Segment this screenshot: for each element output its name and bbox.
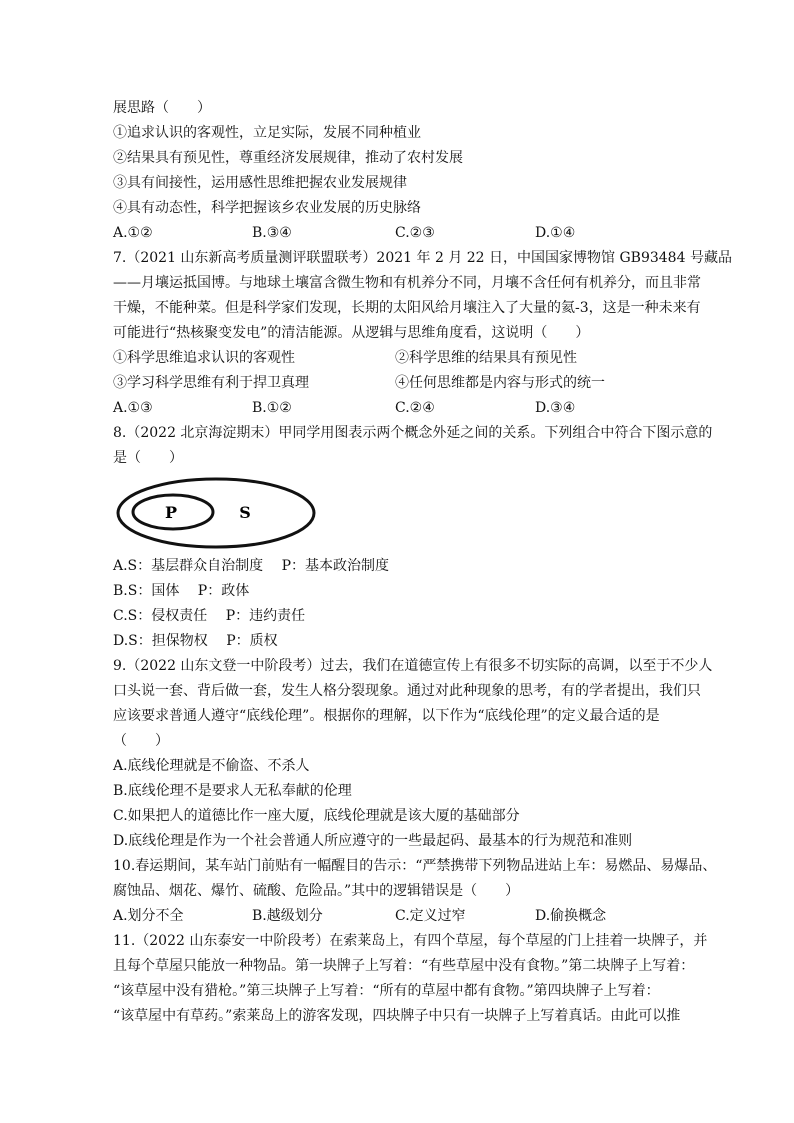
q6-choice-c: C.②③: [395, 225, 435, 241]
q7-option-4: ④任何思维都是内容与形式的统一: [395, 375, 605, 391]
q6-option-3: ③具有间接性，运用感性思维把握农业发展规律: [113, 175, 407, 191]
q8-line-2: 是（ ）: [113, 450, 183, 466]
q7-line-1: 7.（2021 山东新高考质量测评联盟联考）2021 年 2 月 22 日，中国国家博物馆 GB93484 号藏品: [113, 250, 732, 266]
q11-line-4: “该草屋中有草药。”索莱岛上的游客发现，四块牌子中只有一块牌子上写着真话。由此可以推: [113, 1008, 681, 1024]
q10-choice-b: B.越级划分: [252, 908, 323, 924]
q7-option-2: ②科学思维的结果具有预见性: [395, 350, 577, 366]
q11-line-1: 11.（2022 山东泰安一中阶段考）在索莱岛上，有四个草屋，每个草屋的门上挂着一块牌子，并: [113, 933, 708, 949]
q9-choice-d: D.底线伦理是作为一个社会普通人所应遵守的一些最起码、最基本的行为规范和准则: [113, 833, 633, 849]
q7-choice-c: C.②④: [395, 400, 435, 416]
q8-choice-d: D.S：担保物权 P：质权: [113, 633, 278, 649]
q11-line-3: “该草屋中没有猎枪。”第三块牌子上写着：“所有的草屋中都有食物。”第四块牌子上写着：: [113, 983, 660, 999]
q9-choice-b: B.底线伦理不是要求人无私奉献的伦理: [113, 783, 352, 799]
q8-choice-b: B.S：国体 P：政体: [113, 583, 250, 599]
q6-choice-d: D.①④: [535, 225, 576, 241]
q7-choice-a: A.①③: [113, 400, 153, 416]
q10-line-2: 腐蚀品、烟花、爆竹、硫酸、危险品。”其中的逻辑错误是（ ）: [113, 883, 520, 899]
q10-line-1: 10.春运期间，某车站门前贴有一幅醒目的告示：“严禁携带下列物品进站上车：易燃品、易爆品、: [113, 858, 717, 874]
q9-line-1: 9.（2022 山东文登一中阶段考）过去，我们在道德宣传上有很多不切实际的高调，以至于不少人: [113, 658, 713, 674]
q9-line-3: 应该要求普通人遵守“底线伦理”。根据你的理解，以下作为“底线伦理”的定义最合适的是: [113, 708, 660, 724]
q7-line-4: 可能进行“热核聚变发电”的清洁能源。从逻辑与思维角度看，这说明（ ）: [113, 325, 590, 341]
q6-choice-b: B.③④: [252, 225, 292, 241]
q8-line-1: 8.（2022 北京海淀期末）甲同学用图表示两个概念外延之间的关系。下列组合中符合下图示意的: [113, 425, 713, 441]
q7-line-3: 干燥，不能种菜。但是科学家们发现，长期的太阳风给月壤注入了大量的氦-3，这是一种未来有: [113, 300, 701, 316]
outer-ellipse: [118, 479, 314, 547]
q10-choice-c: C.定义过窄: [395, 908, 466, 924]
q6-option-1: ①追求认识的客观性，立足实际，发展不同种植业: [113, 125, 421, 141]
q7-choice-b: B.①②: [252, 400, 292, 416]
q9-line-2: 口头说一套、背后做一套，发生人格分裂现象。通过对此种现象的思考，有的学者提出，我们只: [113, 683, 701, 699]
venn-diagram: [115, 475, 317, 551]
q7-line-2: ——月壤运抵国博。与地球土壤富含微生物和有机养分不同，月壤不含任何有机养分，而且非常: [113, 275, 701, 291]
q6-stem-tail: 展思路（ ）: [113, 100, 211, 116]
q9-choice-a: A.底线伦理就是不偷盗、不杀人: [113, 758, 310, 774]
q7-option-1: ①科学思维追求认识的客观性: [113, 350, 295, 366]
venn-label-s: S: [239, 503, 251, 522]
q11-line-2: 且每个草屋只能放一种物品。第一块牌子上写着：“有些草屋中没有食物。”第二块牌子上写着：: [113, 958, 695, 974]
q6-option-2: ②结果具有预见性，尊重经济发展规律，推动了农村发展: [113, 150, 463, 166]
q7-option-3: ③学习科学思维有利于捍卫真理: [113, 375, 309, 391]
q6-choice-a: A.①②: [113, 225, 153, 241]
q8-choice-a: A.S：基层群众自治制度 P：基本政治制度: [113, 558, 390, 574]
venn-label-p: P: [164, 503, 178, 522]
q7-choice-d: D.③④: [535, 400, 576, 416]
q8-choice-c: C.S：侵权责任 P：违约责任: [113, 608, 306, 624]
q10-choice-d: D.偷换概念: [535, 908, 607, 924]
q9-choice-c: C.如果把人的道德比作一座大厦，底线伦理就是该大厦的基础部分: [113, 808, 520, 824]
q10-choice-a: A.划分不全: [113, 908, 184, 924]
q6-option-4: ④具有动态性，科学把握该乡农业发展的历史脉络: [113, 200, 421, 216]
q9-line-4: （ ）: [113, 733, 169, 749]
